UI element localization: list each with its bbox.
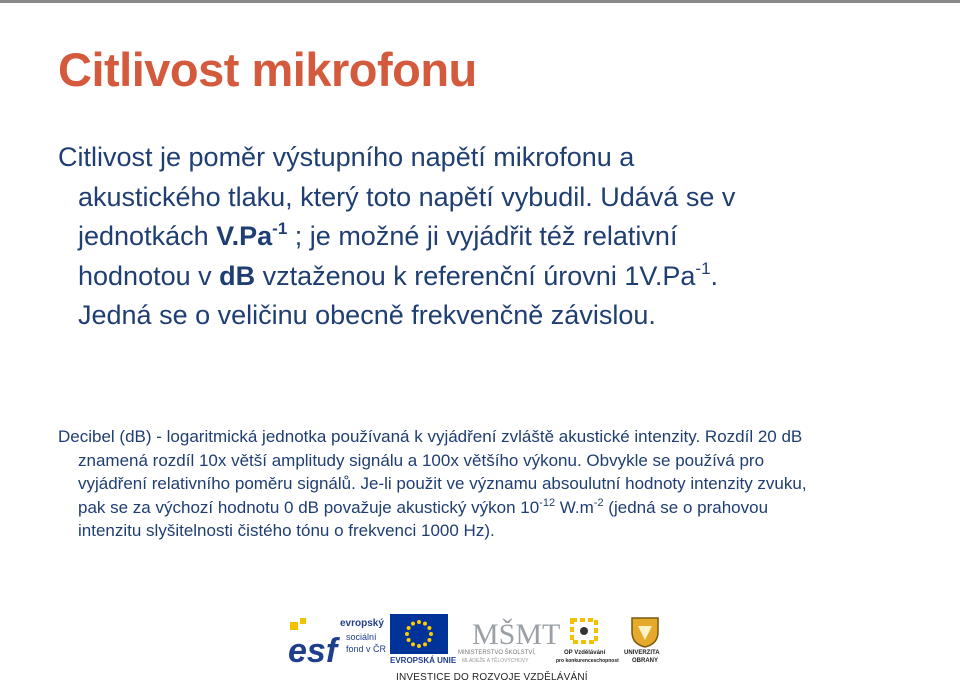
eu-flag-icon [390, 614, 448, 654]
op-vk-mark [566, 614, 606, 650]
para1-line-3: jednotkách $V.Pa^{-1}$ ; je možné ji vyjádřit též relativní [78, 219, 678, 251]
esf-label-3: fond v ČR [346, 644, 387, 654]
para1-line-1: Citlivost je poměr výstupního napětí mikrofonu a [58, 142, 635, 172]
esf-logo [288, 614, 387, 670]
para1-line-5: Jedná se o veličinu obecně frekvenčně závislou. [78, 300, 656, 330]
unit-db: dB [219, 260, 256, 291]
msmt-label-2: MLÁDEŽE A TĚLOVÝCHOVY [462, 658, 529, 664]
esf-label-2: sociální [346, 632, 377, 642]
msmt-logo [458, 614, 561, 666]
unit-vpa: V.Pa [216, 221, 273, 251]
svg-text:esf: esf [288, 632, 338, 670]
op-vk-logo [556, 614, 620, 666]
footer-tagline: INVESTICE DO ROZVOJE VZDĚLÁVÁNÍ [396, 672, 588, 683]
top-rule [0, 0, 960, 3]
op-vk-label-2: pro konkurenceschopnost [556, 658, 619, 664]
para2-line-3: vyjádření relativního poměru signálů. Je-li použit ve významu absoulutní hodnoty intenzity zvuku, [78, 474, 807, 493]
para1-line-4: hodnotou v dB vztaženou k referenční úrovni $1V.Pa^{-1}$. [78, 258, 719, 291]
para2-line-4: pak se za výchozí hodnotu 0 dB považuje akustický výkon $10^{-12}$ $W.m^{-2}$ (jedná se o prahovou [78, 496, 769, 517]
esf-label-1: evropský [340, 618, 384, 629]
uo-crest-icon [630, 614, 660, 648]
para2-line-1: Decibel (dB) - logaritmická jednotka používaná k vyjádření zvláště akustické intenzity. Rozdíl 20 dB [58, 427, 803, 446]
uo-label-1: UNIVERZITA [624, 650, 660, 656]
para2-line-2: znamená rozdíl 10x větší amplitudy signálu a 100x většího výkonu. Obvykle se používá pro [78, 450, 765, 470]
msmt-label-1: MINISTERSTVO ŠKOLSTVÍ, [458, 650, 536, 656]
msmt-mark [458, 614, 561, 651]
sensitivity-paragraph [58, 138, 918, 336]
svg-text:MŠMT: MŠMT [472, 618, 561, 651]
para1-line-2: akustického tlaku, který toto napětí vybudil. Udává se v [78, 181, 736, 212]
decibel-paragraph [58, 425, 928, 543]
para2-line-5: intenzitu slyšitelnosti čistého tónu o frekvenci 1000 Hz). [78, 521, 495, 540]
op-vk-label-1: OP Vzdělávání [564, 650, 606, 656]
sponsor-logo-strip [288, 614, 668, 670]
uo-logo [622, 614, 668, 666]
eu-logo [390, 614, 457, 666]
eu-label: EVROPSKÁ UNIE [390, 656, 457, 665]
slide-title: Citlivost mikrofonu [58, 43, 477, 96]
uo-label-2: OBRANY [632, 658, 659, 664]
